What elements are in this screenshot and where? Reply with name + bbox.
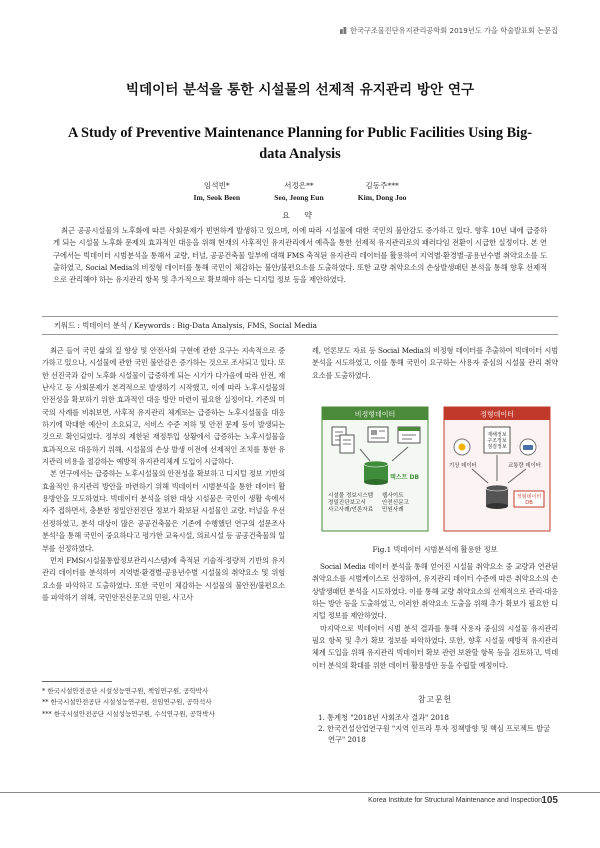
body-right-column-top	[312, 345, 558, 382]
reference-list	[318, 712, 556, 745]
author-1-en: Im, Seok Been	[193, 193, 241, 202]
traffic-icon	[520, 439, 536, 455]
reference-item: 1. 통계청 "2018년 사회조사 결과" 2018	[318, 713, 449, 722]
author-3	[358, 180, 407, 204]
footnote-divider	[42, 681, 112, 682]
author-2	[274, 180, 324, 204]
author-1-ko: 임석빈*	[203, 181, 230, 190]
body-paragraph: 최근 들어 국민 삶의 질 향상 및 안전사회 구현에 관한 요구는 지속적으로 증가하고 있으나, 시설물에 관한 국민 불안감은 증가하는 것으로 조사되고 있다. 또한 선진국과 같이 노후화 시설물이 급증하게 되는 시기가 다가옴에 따라 안전, 재난사고 등 사회문제가 본격적으로 발생하기 시작했고, 이에 따라 노후시설물의 안전성을 확보하기 위한 효과적인 대응 방안 마련이 필요한 실정이다. 기존의 미국의 사례를 비춰보면, 사후적 유지관리 체계로는 급증하는 노후시설물을 대응하기에 막대한 예산이 소요되고, 서비스 수준 저하 및 안전 문제 등이 발생되는 것으로 확인되었다. 정부의 제한된 재정투입 상황에서 급증하는 노후시설물을 효과적으로 대응하기 위해, 시설물의 손상 발생 이전에 선제적인 조치를 통한 유지관리 비용을 절감하는 예방적 유지관리체계 도입이 시급하다.	[42, 346, 285, 467]
header-text: 한국구조물진단유지관리공학회 2019년도 가을 학술발표회 논문집	[350, 26, 558, 35]
footnote: * 한국시설안전공단 시설성능연구원, 책임연구원, 공학박사	[42, 687, 209, 695]
structured-db-label: 정형데이터 DB	[516, 494, 542, 506]
author-2-ko: 서정은**	[284, 181, 314, 190]
author-3-en: Kim, Dong Joo	[357, 193, 407, 202]
body-paragraph: 례, 언론보도 자료 등 Social Media의 비정형 데이터를 추출하여 빅데이터 시범분석을 시도하였고, 이를 통해 국민이 요구하는 사용자 중심의 시설물 관리 취약요소를 도출하였다.	[312, 346, 558, 380]
document-icon	[340, 435, 354, 453]
abstract-text: 최근 공공시설물의 노후화에 따른 사회문제가 빈번하게 발생하고 있으며, 이에 따라 시설물에 대한 국민의 불안감도 증가하고 있다. 향후 10년 내에 급증하게 되는 시설물 노후화 문제의 효과적인 대응을 위해 현재의 사후적인 유지관리에서 예측을 통한 선제적 유지관리로의 패러다임 전환이 시급한 실정이다. 본 연구에서는 빅데이터 시범분석을 통해서 교량, 터널, 공공건축물 일부에 대해 FMS 축적된 유지관리 데이터를 활용하여 지역별·환경별·공용년수별 취약요소를 도출하였고, Social Media의 비정형 데이터를 통해 국민이 체감하는 불안/불편요소를 도출하였다. 또한 교량 취약요소의 손상발생패턴 분석을 통해 향후 선제적으로 관리해야 하는 유지관리 항목 및 추가적으로 확보해야 하는 디지털 정보 등을 제안하였다.	[53, 226, 547, 285]
body-right-column-bottom	[312, 561, 558, 672]
newspaper-icon	[368, 427, 388, 442]
weather-icon	[454, 439, 470, 455]
footnote: ** 한국시설안전공단 시설성능연구원, 선임연구원, 공학석사	[42, 698, 212, 707]
weather-data-label: 기상 데이터	[449, 463, 477, 469]
title-english: A Study of Preventive Maintenance Planning for Public Facilities Using Big-data Analysis	[67, 125, 533, 162]
structured-title: 정형데이터	[480, 410, 514, 419]
reference-item: 2. 한국건설산업연구원 "지역 인프라 투자 정책방향 및 핵심 프로젝트 발굴 연구" 2018	[318, 724, 551, 744]
text-db-icon	[364, 461, 388, 485]
body-left-column	[42, 345, 285, 604]
body-paragraph: Social Media 데이터 분석을 통해 얻어진 시설물 취약요소 중 교량과 연관된 취약요소를 시범케이스로 선정하여, 유지관리 데이터 수준에 따른 취약요소의 손상발생패턴 분석을 시도하였다. 이를 통해 교량 취약요소의 선제적으로 관리·대응하는 방안 등을 도출하였고, 이러한 취약요소 도출을 위해 추가 확보가 필요한 디지털 정보를 제안하였다.	[312, 562, 558, 621]
figure-caption: Fig.1 빅데이터 시범분석에 활용한 정보	[372, 545, 498, 554]
author-2-en: Seo, Jeong Eun	[274, 193, 324, 202]
structured-db-icon	[486, 485, 508, 509]
author-3-ko: 김동주***	[365, 181, 399, 190]
body-paragraph: 마지막으로 빅데이터 시범 분석 결과를 통해 사용자 중심의 시설물 유지관리 필요 항목 및 추가 확보 정보를 파악하였다. 또한, 향후 시설물 예방적 유지관리 체계 도입을 위해 유지관리 빅데이터 확보 관련 보완할 항목 등을 검토하고, 빅데이터 분석의 확대를 위한 데이터 활용방안 등을 수립할 예정이다.	[312, 623, 558, 670]
footer-rule	[0, 792, 600, 793]
footnote: *** 한국시설안전공단 시설성능연구원, 수석연구원, 공학박사	[42, 709, 215, 718]
footer-text: Korea Institute for Structural Maintenance and Inspection	[368, 797, 542, 804]
page-number: 105	[541, 795, 558, 806]
journal-header	[340, 26, 558, 36]
footnotes	[42, 686, 215, 720]
journal-logo-icon	[340, 27, 347, 34]
unstructured-title: 비정형데이터	[354, 410, 396, 419]
figure-1-diagram	[320, 405, 552, 535]
author-list	[0, 180, 600, 204]
unstructured-sources-1: 시설물 정보시스템 정밀진단보고서 사고사례/언론자료	[328, 493, 374, 513]
web-icon	[398, 427, 420, 443]
traffic-data-label: 교통량 데이터	[508, 463, 541, 469]
text-db-label: 텍스트 DB	[390, 474, 420, 481]
unstructured-sources-2: 웹사이트 안전신문고 민원사례	[382, 493, 410, 513]
body-paragraph: 먼저 FMS(시설물통합정보관리시스템)에 축적된 기술적·정량적 기반의 유지관리 데이터를 분석하여 지역별·환경별·공용년수별 시설물의 취약요소 및 위험요소를 파악하고 도출하였다. 또한 국민이 체감하는 시설물의 불안전/불편요소를 파악하기 위해, 국민안전신문고의 민원, 사고사	[42, 555, 285, 602]
structured-info-label: 재해정보 구조정보 점검정보	[487, 432, 507, 450]
title-korean: 빅데이터 분석을 통한 시설물의 선제적 유지관리 방안 연구	[125, 82, 475, 98]
keywords: 키워드 : 빅데이터 분석 / Keywords : Big-Data Analysis, FMS, Social Media	[42, 316, 558, 335]
references-heading: 참고문헌	[417, 695, 453, 704]
author-1	[194, 180, 241, 204]
body-paragraph: 본 연구에서는 급증하는 노후시설물의 안전성을 확보하고 디지털 정보 기반의 효율적인 유지관리 방안을 마련하기 위해 빅데이터 시범분석을 통한 데이터 활용방안을 모도하였다. 빅데이터 분석을 위한 대상 시설물은 국민이 생활 속에서 자주 접하면서, 충분한 정밀안전진단 정보가 확보된 시설물인 교량, 터널을 우선 선정하였고, 분석 대상이 많은 공공건축물은 기존에 수행했던 연구의 설문조사 분석²을 통해 국민이 중요하다고 평가한 교육시설, 의료시설 등 공공건축물의 일부를 선정하였다.	[42, 469, 285, 553]
abstract-heading: 요 약	[282, 211, 318, 220]
